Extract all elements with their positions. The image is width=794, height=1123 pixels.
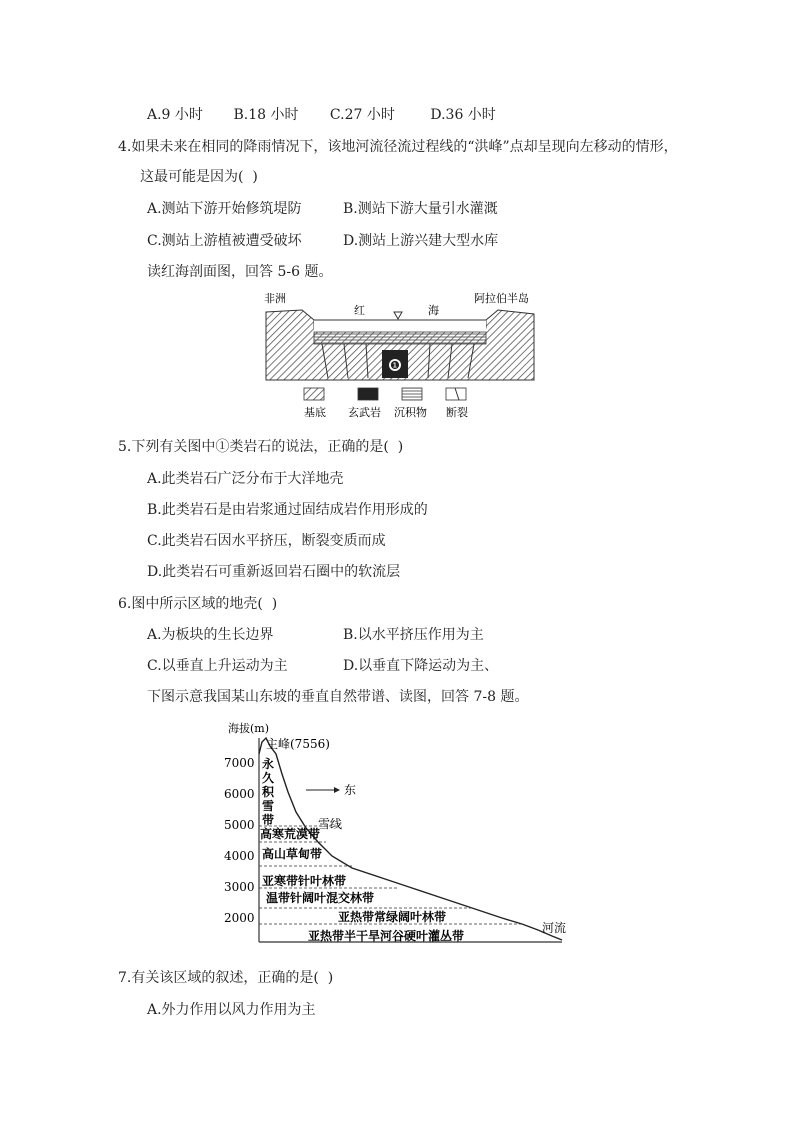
y-ticks xyxy=(224,756,255,925)
tick-7000: 7000 xyxy=(224,756,255,770)
arabia-label: 阿拉伯半岛 xyxy=(474,292,529,305)
belt-temperate-mixed: 温带针阔叶混交林带 xyxy=(266,891,375,905)
option-b: B.18 小时 xyxy=(233,107,299,123)
q4-stem-line1: 4.如果未来在相同的降雨情况下，该地河流径流过程线的“洪峰”点却呈现向左移动的情形， xyxy=(118,139,678,155)
q5-option-d: D.此类岩石可重新返回岩石圈中的软流层 xyxy=(147,564,401,580)
belt-subtropical-evergreen: 亚热带常绿阔叶林带 xyxy=(338,910,447,924)
belt-subarctic-conifer: 亚寒带针叶林带 xyxy=(262,874,347,888)
q4-option-a: A.测站下游开始修筑堤防 xyxy=(147,201,302,217)
legend-basement: 基底 xyxy=(304,406,326,419)
q6-option-d: D.以垂直下降运动为主、 xyxy=(343,658,499,674)
tick-5000: 5000 xyxy=(224,818,255,832)
q5-option-b: B.此类岩石是由岩浆通过固结成岩作用形成的 xyxy=(147,502,428,518)
option-a: A.9 小时 xyxy=(147,107,203,123)
belt-alpine-meadow: 高山草甸带 xyxy=(262,847,323,861)
q5-stem: 5.下列有关图中①类岩石的说法，正确的是( ) xyxy=(118,439,404,455)
q6-stem: 6.图中所示区域的地壳( ) xyxy=(118,596,278,612)
marker-1: ❶ xyxy=(390,359,400,372)
y-axis-label: 海拔(m) xyxy=(228,722,270,735)
sea-label-2: 海 xyxy=(428,304,439,317)
q5-option-a: A.此类岩石广泛分布于大洋地壳 xyxy=(147,471,344,487)
mountain-zonation-figure xyxy=(222,718,582,950)
belt-subtropical-shrub: 亚热带半干旱河谷硬叶灌丛带 xyxy=(308,929,465,943)
legend-basalt: 玄武岩 xyxy=(348,406,381,419)
africa-label: 非洲 xyxy=(264,292,286,305)
q4-option-b: B.测站下游大量引水灌溉 xyxy=(343,201,498,217)
peak-label: 主峰(7556) xyxy=(266,737,330,751)
sea-water xyxy=(314,320,486,332)
svg-text:带: 带 xyxy=(262,813,275,827)
svg-text:永: 永 xyxy=(262,757,275,771)
q5-option-c: C.此类岩石因水平挤压，断裂变质而成 xyxy=(147,533,386,549)
q3-options xyxy=(147,104,496,124)
belt-alpine-desert: 高寒荒漠带 xyxy=(260,827,321,841)
tick-4000: 4000 xyxy=(224,849,255,863)
red-sea-figure xyxy=(262,288,538,422)
svg-text:积: 积 xyxy=(262,785,275,799)
q4-option-d: D.测站上游兴建大型水库 xyxy=(343,233,499,249)
tick-3000: 3000 xyxy=(224,880,255,894)
q6-option-b: B.以水平挤压作用为主 xyxy=(343,627,484,643)
permanent-snow-belt-label xyxy=(262,756,275,827)
q6-option-a: A.为板块的生长边界 xyxy=(147,627,274,643)
q4-option-c: C.测站上游植被遭受破坏 xyxy=(147,233,302,249)
q4-stem-line2: 这最可能是因为( ) xyxy=(140,169,258,185)
river-label: 河流 xyxy=(542,921,567,935)
snowline-label: 雪线 xyxy=(318,817,343,831)
svg-text:雪: 雪 xyxy=(262,799,275,813)
q7-option-a: A.外力作用以风力作用为主 xyxy=(147,1002,316,1018)
tick-6000: 6000 xyxy=(224,787,255,801)
intro-7-8: 下图示意我国某山东坡的垂直自然带谱、读图，回答 7-8 题。 xyxy=(147,689,529,705)
q6-option-c: C.以垂直上升运动为主 xyxy=(147,658,288,674)
east-label: 东 xyxy=(344,783,357,797)
intro-5-6: 读红海剖面图，回答 5-6 题。 xyxy=(147,264,333,280)
option-c: C.27 小时 xyxy=(329,107,395,123)
option-d: D.36 小时 xyxy=(430,107,496,123)
tick-2000: 2000 xyxy=(224,911,255,925)
sea-label-1: 红 xyxy=(354,304,365,317)
water-level-marker xyxy=(394,312,402,319)
q7-stem: 7.有关该区域的叙述，正确的是( ) xyxy=(118,970,334,986)
legend-sediment: 沉积物 xyxy=(394,406,427,419)
svg-text:久: 久 xyxy=(262,771,275,785)
sediment-layer xyxy=(314,332,486,344)
legend-fault: 断裂 xyxy=(446,406,468,419)
